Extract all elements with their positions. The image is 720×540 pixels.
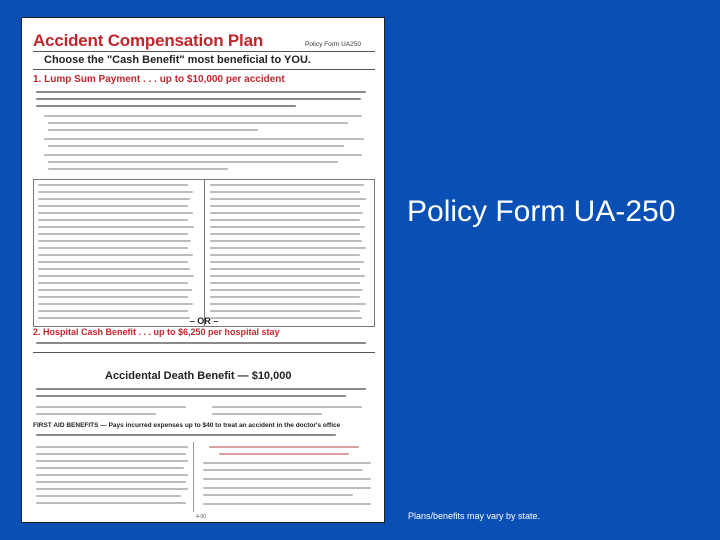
- first-aid-fine-print: [36, 434, 336, 436]
- schedule-of-benefits-table: [33, 179, 375, 327]
- form-number: Policy Form UA250: [305, 41, 361, 48]
- death-benefit-title: Accidental Death Benefit — $10,000: [105, 370, 292, 382]
- bottom-fine-print-section: [33, 442, 375, 512]
- or-separator: – OR –: [189, 316, 219, 326]
- slide-footnote: Plans/benefits may vary by state.: [408, 511, 541, 521]
- policy-document-image: [21, 17, 385, 523]
- subtitle-rule: [33, 69, 375, 70]
- document-title: Accident Compensation Plan: [33, 31, 264, 50]
- hospital-cash-heading: 2. Hospital Cash Benefit . . . up to $6,250 per hospital stay: [33, 327, 280, 337]
- table-left-column: [38, 184, 198, 324]
- enrollment-column: [199, 442, 375, 512]
- table-right-column: [210, 184, 370, 324]
- title-rule: [33, 51, 375, 52]
- document-subtitle: Choose the "Cash Benefit" most beneficial to YOU.: [44, 54, 311, 66]
- slide-headline: Policy Form UA-250: [407, 195, 676, 228]
- page-number: 4-00: [196, 514, 207, 520]
- lump-sum-heading: 1. Lump Sum Payment . . . up to $10,000 per accident: [33, 74, 285, 85]
- first-aid-heading: FIRST AID BENEFITS — Pays incurred expenses up to $40 to treat an accident in the doctor's office: [33, 422, 341, 429]
- exclusions-column: [33, 442, 194, 512]
